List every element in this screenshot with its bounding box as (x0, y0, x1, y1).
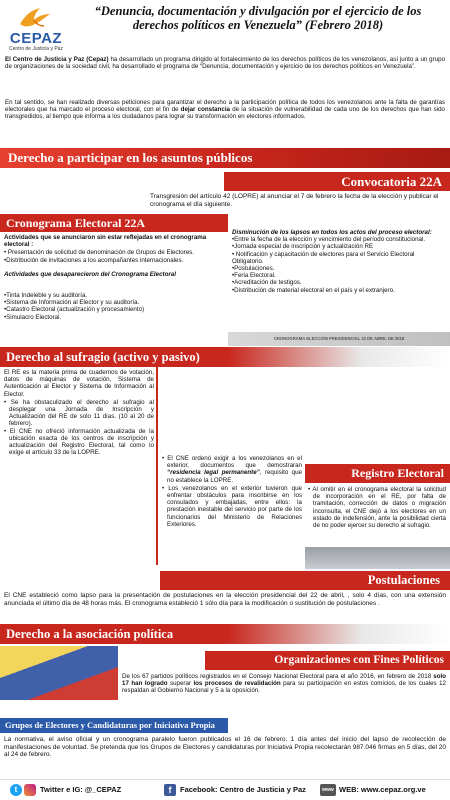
left-item: •Simulacro Electoral. (4, 313, 62, 321)
facebook-icon[interactable]: f (164, 784, 176, 796)
registro-paragraph: El RE es la materia prima de cuadernos de votación, datos de máquinas de votación, Sistema de Autenticación al Elector y Sistema de Información al Elector. (4, 369, 154, 398)
web-link[interactable]: www.cepaz.org.ve (361, 785, 426, 794)
intro-paragraph-1 (5, 56, 445, 70)
section-title: Derecho a la asociación política (6, 627, 174, 641)
grupos-text: La normativa, el aviso oficial y un cronograma paralelo fueron publicados el 16 de febrero, 1 día antes del inicio del lapso de recolección de manifestaciones de voluntad. Se pretenda que los Grupos de Electores y candidaturas por Iniciativa Propia recolectarán 987.046 firmas en 5 días, del 20 al 24 de febrero. (4, 736, 446, 759)
registro-bullet: • El CNE no ofreció información actualizada de la ubicación exacta de los centros de inscripción y actualización del Registro Electoral, tal como lo exige el artículo 33 de la LOPRE. (4, 427, 154, 457)
cronograma-banner (0, 214, 228, 232)
grupos-title: Grupos de Electores y Candidaturas por Iniciativa Propia (5, 720, 215, 730)
right-item: •Feria Electoral. (232, 272, 276, 280)
convocatoria-title: Convocatoria 22A (341, 174, 442, 189)
footer (0, 779, 450, 800)
registro-title: Registro Electoral (351, 466, 444, 480)
left-item: •Distribución de invitaciones a los acompañantes internacionales. (4, 256, 184, 264)
instagram-icon[interactable] (24, 784, 36, 796)
intro-bold: dejar constancia (180, 106, 230, 114)
left-item: •Catastro Electoral (actualización y procesamiento) (4, 306, 145, 314)
dove-icon (18, 4, 52, 30)
left-item: •Sistema de Información al Elector y su auditoría. (4, 299, 140, 307)
organizaciones-bold: solo 17 han logrado (122, 673, 446, 688)
grupos-banner (0, 718, 228, 733)
image-caption: CRONOGRAMA ELECCIÓN PRESIDENCIAL 22 DE ABRIL DE 2018 (273, 336, 405, 341)
registro-text: , requisito que no establece la LOPRE. (167, 469, 302, 484)
cronograma-left-column (4, 234, 222, 321)
section-header-decoration (228, 347, 450, 367)
registro-banner (305, 464, 450, 483)
page-title: “Denuncia, documentación y divulgación por el ejercicio de los derechos políticos en Venezuela” (Febrero 2018) (94, 4, 422, 32)
flag-photo (0, 646, 118, 700)
logo (6, 4, 66, 58)
section-header-participation (0, 148, 450, 168)
right-item: • Notificación y capacitación de electores para el Servicio Electoral Obligatorio. (232, 250, 415, 265)
registro-photo (305, 547, 450, 569)
organizaciones-text-part: superar (167, 680, 194, 688)
left-heading: Actividades que se anunciaron sin estar reflejadas en el cronograma electoral : (4, 234, 207, 249)
organizaciones-text (122, 673, 446, 695)
registro-column-2 (162, 455, 302, 528)
cronograma-image (228, 332, 450, 346)
registro-bullet: • Los venezolanos en el exterior tuvieron que enfrentar obstáculos para inscribirse en los consulados y embajadas, entre ellos: la prestación inestable del servicio por parte de los funcionarios del Ministerio de Relaciones Exteriores. (162, 484, 302, 528)
intro-text: ha desarrollado un programa dirigido al fortalecimiento de los derechos políticos de los venezolanos, así junto a un grupo de organizaciones de la sociedad civil, ha desarrollado el programa de “Denuncia, documentación y ejercicio de los derechos políticos en Venezuela”. (5, 56, 446, 71)
twitter-icon[interactable]: t (10, 784, 22, 796)
left-item: • Presentación de solicitud de denominación de Grupos de Electores. (4, 249, 194, 257)
section-title: Derecho al sufragio (activo y pasivo) (6, 350, 200, 364)
convocatoria-text: Transgresión del artículo 42 (LOPRE) al anunciar el 7 de febrero la fecha de la elección y publicar el cronograma el día siguiente. (150, 193, 439, 208)
convocatoria-banner (224, 172, 450, 191)
left-heading-2: Actividades que desaparecieron del Cronograma Electoral (4, 270, 176, 278)
organizaciones-banner (205, 651, 450, 670)
section-header-suffrage (0, 347, 228, 367)
right-item: •Postulaciones. (232, 265, 275, 273)
registro-bullet (162, 455, 302, 484)
right-item: •Distribución de material electoral en el país y el extranjero. (232, 286, 395, 294)
registro-quote: “residencia legal permanente” (167, 469, 260, 477)
intro-paragraph-2 (5, 99, 445, 121)
registro-column-1 (4, 369, 154, 456)
right-item: •Jornada especial de inscripción y actualización RE (232, 243, 374, 251)
registro-bullet: • Se ha obstaculizado el derecho al sufragio al desplegar una Jornada de Inscripción y Actualización del RE de solo 11 días. (10 al 20 de febrero). (4, 398, 154, 428)
postulaciones-banner (160, 571, 450, 590)
logo-subtitle: Centro de Justicia y Paz (9, 46, 63, 52)
section-title: Derecho a participar en los asuntos públicos (8, 150, 253, 165)
twitter-handle[interactable]: Twitter e IG: @_CEPAZ (40, 785, 122, 794)
logo-name: CEPAZ (9, 30, 63, 47)
right-item: •Entre la fecha de la elección y vencimiento del período constitucional. (232, 236, 426, 244)
postulaciones-text: El CNE estableció como lapso para la presentación de postulaciones en la elección presidencial del 22 de abril, , solo 4 días, con una extensión anunciada el último día de 48 horas más. El cronograma estableció 1 sólo día para la modificación o sustitución de postulaciones . (4, 592, 446, 607)
web-label: WEB: (339, 785, 359, 794)
organizaciones-bold: los procesos de revalidación (193, 680, 281, 688)
intro-lead: El Centro de Justicia y Paz (Cepaz) (5, 56, 109, 63)
web-icon: www (320, 784, 336, 796)
intro-text: de la situación de vulnerabilidad de cada uno de los derechos que han sido transgredidos, al tiempo que informa a los ciudadanos para lograr su transformación en electores informados. (5, 106, 445, 121)
registro-bullet: • Al omitir en el cronograma electoral la solicitud de incorporación en el RE, por falta de tramitación, corrección de datos o migración inconsulta, el CNE dejó a los electores en un estado de indefensión, ante la posibilidad cierta de no poder ejercer su derecho al sufragio. (308, 486, 446, 530)
organizaciones-text-part: para su participación en estos comicios, de los cuales 12 respaldan al Gobierno Nacional y 5 a la oposición. (122, 680, 446, 695)
section-header-association (0, 624, 228, 644)
intro-text: En tal sentido, se han realizado diversas peticiones para garantizar el derecho a la participación política de todos los venezolanos ante la falta de garantías electorales que ha marcado el proceso electoral, con el fin de (5, 99, 445, 114)
organizaciones-title: Organizaciones con Fines Políticos (274, 654, 444, 666)
postulaciones-title: Postulaciones (367, 573, 440, 587)
facebook-handle[interactable]: Facebook: Centro de Justicia y Paz (180, 785, 306, 794)
registro-text: • El CNE ordenó exigir a los venezolanos en el exterior, documentos que demostraran (162, 455, 302, 470)
left-item: •Tinta Indeleble y su auditoría. (4, 292, 88, 300)
section-header-decoration (228, 624, 450, 644)
registro-column-3 (308, 486, 446, 529)
organizaciones-text-part: De los 67 partidos políticos registrados en el Consejo Nacional Electoral para el año 2016, en febrero de 2018 (122, 673, 434, 680)
cronograma-right-column (232, 229, 446, 294)
right-heading: Disminución de los lapsos en todos los actos del proceso electoral: (232, 229, 432, 236)
column-divider (156, 365, 158, 565)
cronograma-title: Cronograma Electoral 22A (6, 216, 146, 230)
right-item: •Acreditación de testigos. (232, 279, 302, 287)
